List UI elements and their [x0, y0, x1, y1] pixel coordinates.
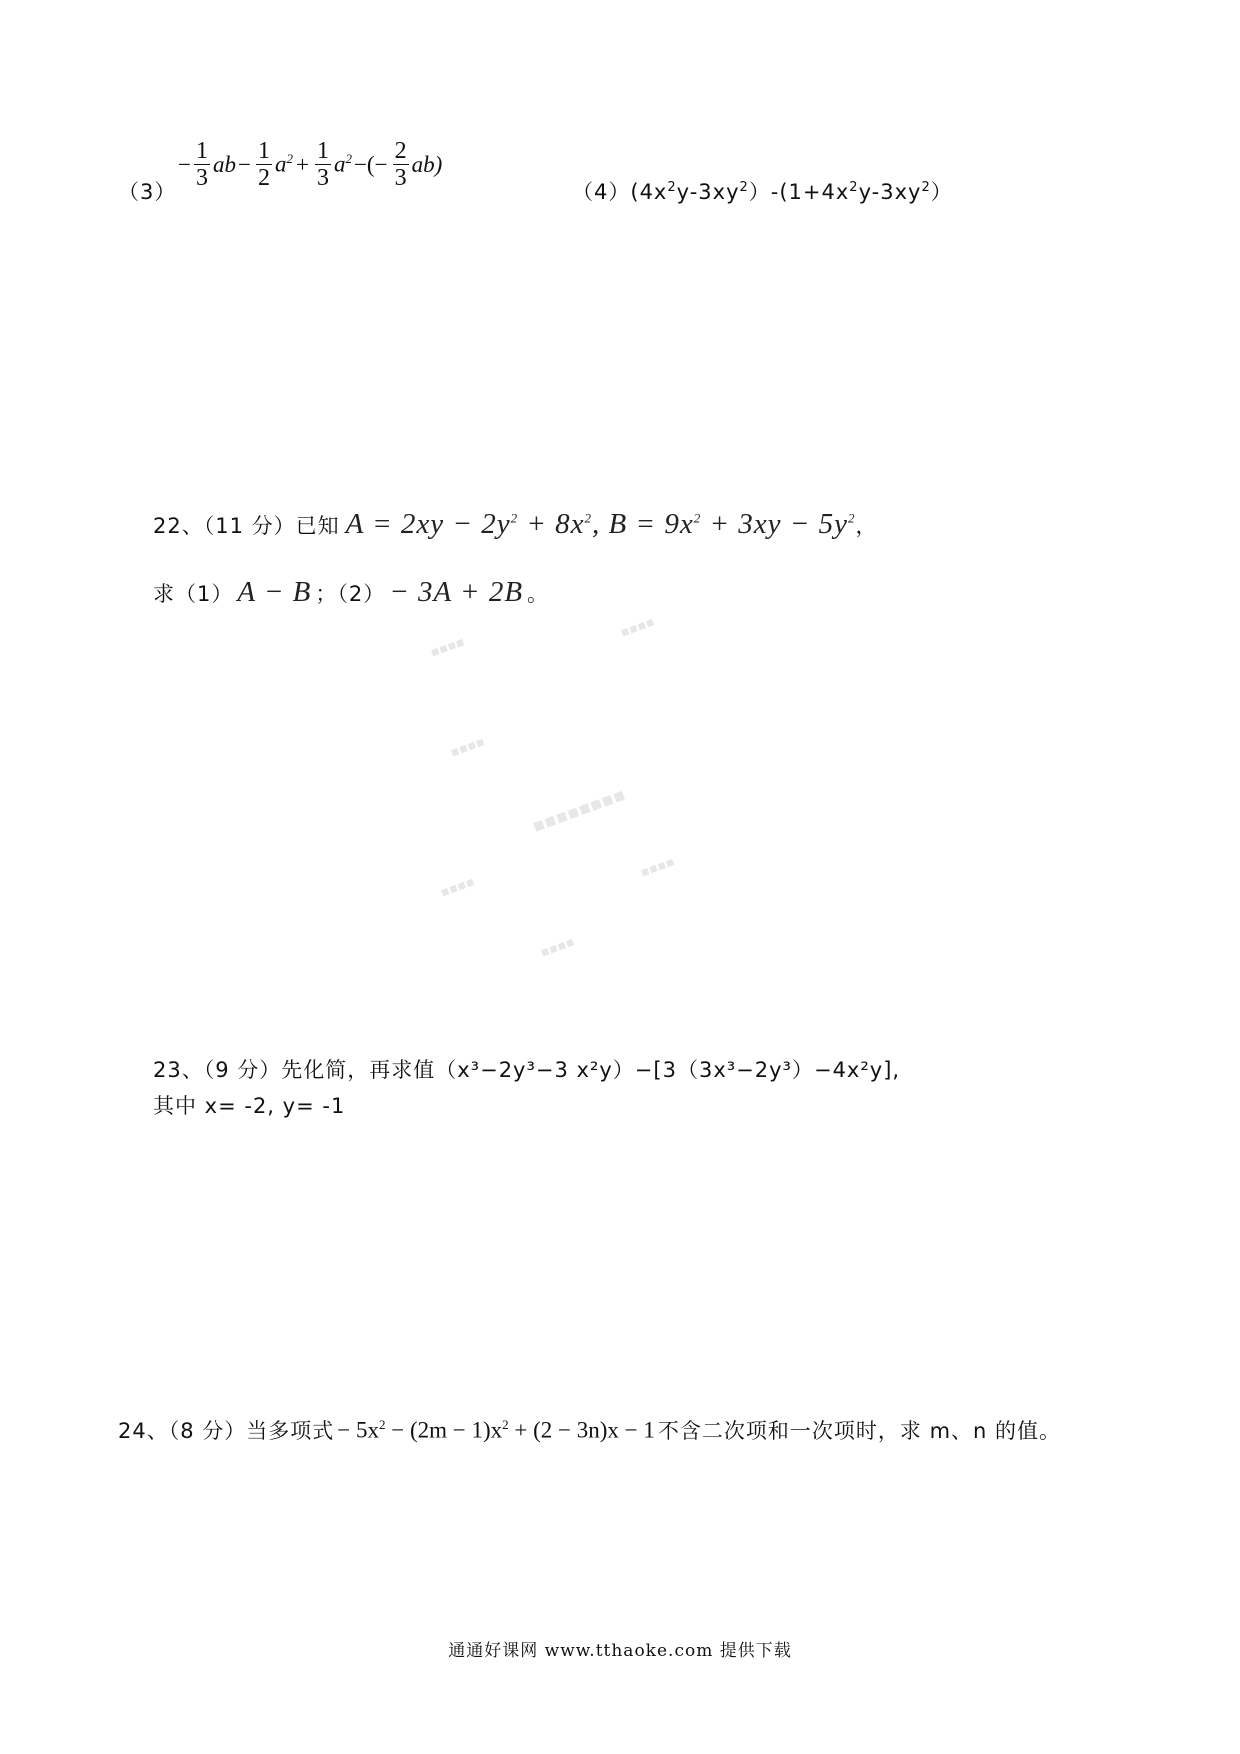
q21-part3-op2: +: [295, 151, 309, 177]
q21-part3-expression: [178, 138, 442, 191]
q22-formula: $A = 2xy - 2y^2 + 8x^2$, $B = 9x^2 + 3xy - 5y^2$: [345, 508, 856, 540]
q22-ask-sep: ；（2）: [315, 582, 386, 606]
q22-ask-prefix: 求（1）: [153, 582, 234, 606]
q21-part3-frac2: $\frac{1}{2}$: [257, 138, 270, 191]
q22-line1: [153, 508, 877, 541]
q22-formula-end: ，: [855, 514, 878, 538]
q22-ask-2: − 3A + 2B: [389, 576, 524, 608]
q24-suffix: 不含二次项和一次项时，求 m、n 的值。: [657, 1419, 1062, 1443]
q21-part3-term1: ab: [212, 151, 236, 177]
q22-ask-end: 。: [527, 582, 550, 606]
q21-part3-frac3: $\frac{1}{3}$: [316, 138, 329, 191]
q24-formula: − $5x^2 - (2m - 1)x^2 + (2 - 3n)x - 1$: [337, 1417, 655, 1443]
q21-part3-lead: −: [178, 151, 191, 177]
q21-part3-term3: $a^2$: [333, 151, 352, 177]
q21-part3-op3: −(−: [353, 151, 388, 177]
q21-part3-term2: $a^2$: [274, 151, 293, 177]
q21-part3-frac1: $\frac{1}{3}$: [195, 138, 208, 191]
q24-line: [118, 1415, 1061, 1445]
q22-prefix: 22、（11 分）已知: [153, 514, 340, 538]
q21-part3-op1: −: [237, 151, 251, 177]
q21-part4: $(4)(4x^2y-3xy^2)-(1+4x^2y-3xy^2)$: [572, 180, 953, 204]
page-footer: 通通好课网 www.tthaoke.com 提供下载: [448, 1641, 792, 1661]
q21-part3-term4: ab): [411, 151, 443, 177]
q21-part3-frac4: $\frac{2}{3}$: [394, 138, 407, 191]
q23-line2: 其中 x= -2, y= -1: [153, 1094, 346, 1118]
watermark: ▪▪▪▪ ▪▪▪▪ ▪▪▪▪ ▪▪▪▪▪▪▪▪ ▪▪▪▪ ▪▪▪▪ ▪▪▪▪: [428, 614, 677, 961]
q24-prefix: 24、（8 分）当多项式: [118, 1419, 335, 1443]
q21-part4-label: （4）: [572, 180, 631, 204]
q22-ask-1: A − B: [237, 576, 312, 608]
q21-part3-label: （3）: [118, 180, 177, 204]
q23-line1: 23、（9 分）先化简，再求值（x³−2y³−3 x²y）−[3（3x³−2y³）−4x²y],: [153, 1058, 901, 1082]
